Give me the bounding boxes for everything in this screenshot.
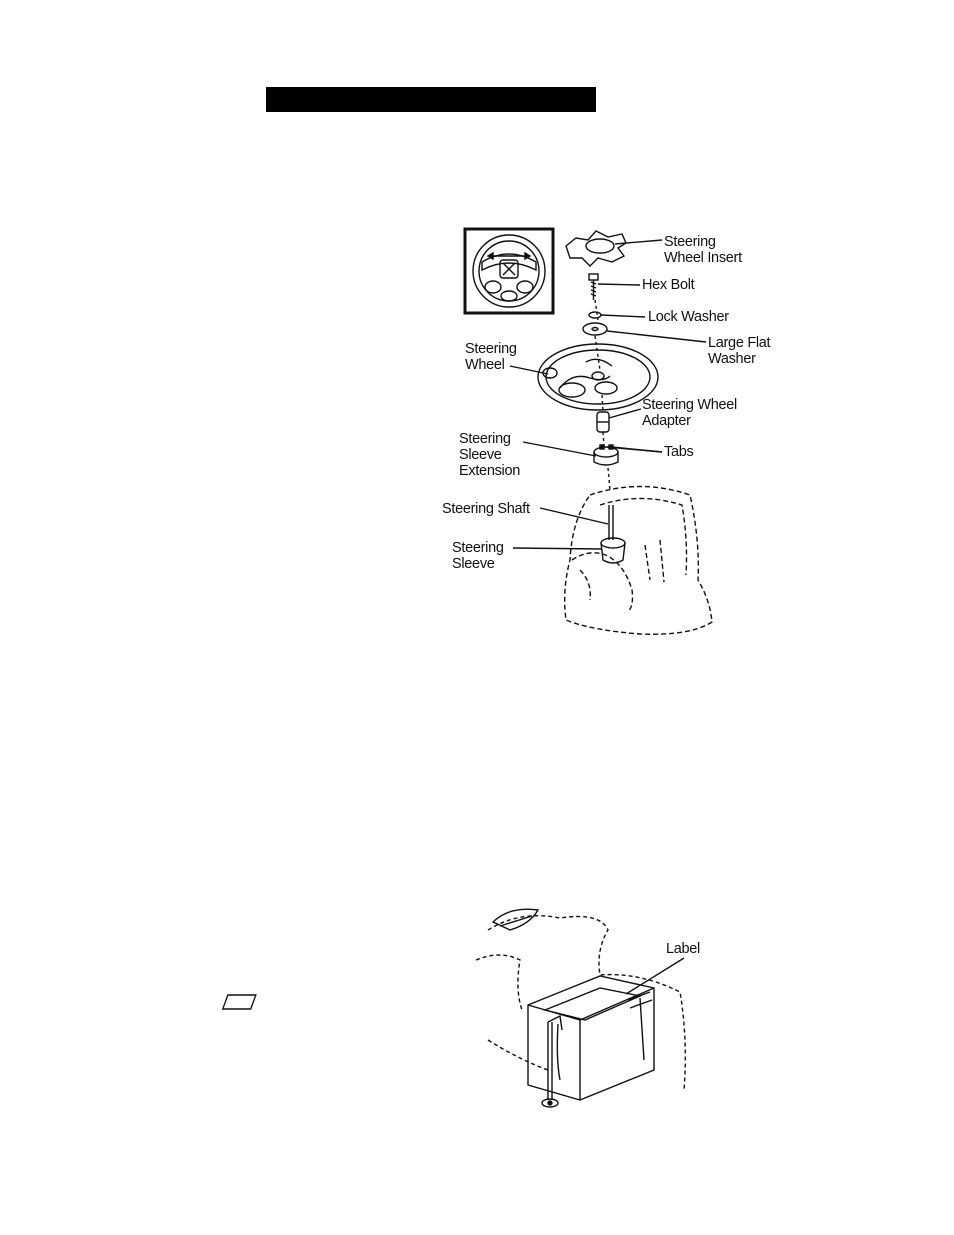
label-tabs: Tabs (664, 444, 694, 460)
label-lock-washer: Lock Washer (648, 309, 729, 325)
label-steering-wheel: Steering Wheel (465, 341, 517, 373)
seat-outline (493, 909, 538, 930)
label-hex-bolt: Hex Bolt (642, 277, 695, 293)
label-steering-wheel-insert: Steering Wheel Insert (664, 234, 742, 266)
label-steering-wheel-adapter: Steering Wheel Adapter (642, 397, 737, 429)
label-steering-sleeve-extension: Steering Sleeve Extension (459, 431, 520, 479)
label-large-flat-washer: Large Flat Washer (708, 335, 771, 367)
label-steering-sleeve: Steering Sleeve (452, 540, 504, 572)
hold-down-rod (542, 1022, 558, 1107)
label-steering-shaft: Steering Shaft (442, 501, 530, 517)
battery-body (223, 976, 654, 1100)
label-battery-label: Label (666, 941, 700, 957)
